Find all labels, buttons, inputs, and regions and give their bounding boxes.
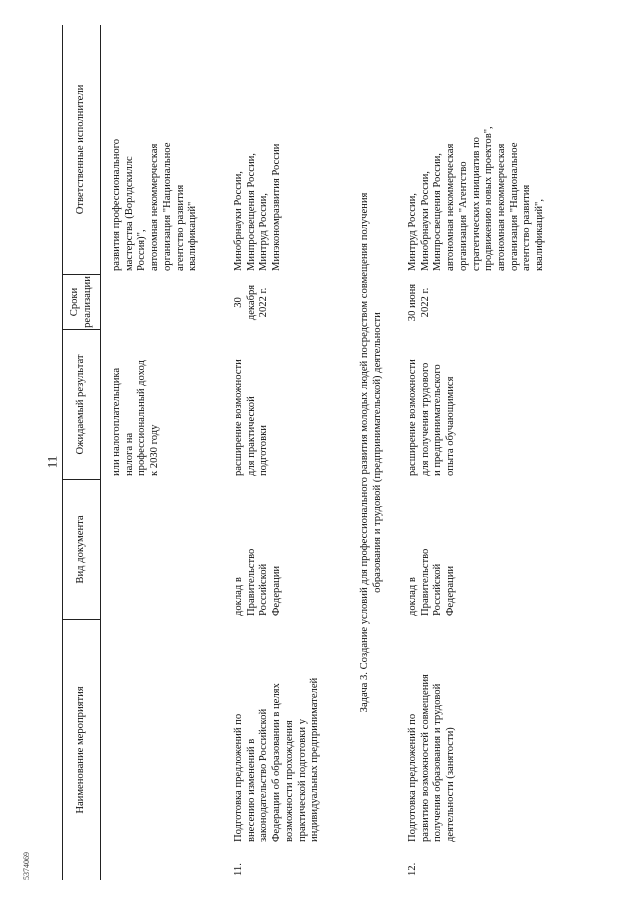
row12-deadline: 30 июня 2022 г. [407, 283, 431, 322]
continuation-name-cell [111, 620, 223, 880]
page-number: 11 [44, 455, 60, 469]
header-responsible: Ответственные исполнители [63, 25, 100, 275]
header-doc-type: Вид документа [63, 480, 100, 620]
task-3-heading: Задача 3. Создание условий для профессионального развития молодых людей посредством совмещения получения образования и трудовой (предпринимательской) деятельности [359, 192, 383, 713]
table-row-11 [223, 25, 353, 880]
row11-name: Подготовка предложений по внесению изменений в законодательство Российской Федерации об образовании в целях возможности прохождения практической подготовки у индивидуальных предпринимателей [233, 677, 321, 842]
row11-number: 11. [233, 863, 244, 876]
header-deadline: Сроки реализации [63, 275, 100, 330]
header-result: Ожидаемый результат [63, 330, 100, 480]
table-row-12 [395, 25, 547, 880]
continuation-responsible: развития профессионального мастерства (Ворлдскиллс Россия)", автономная некоммерческая организация "Национальное агентство развития квалификаций" [111, 138, 199, 271]
row12-result: расширение возможности для получения трудового и предпринимательского опыта обучающимися [407, 359, 457, 476]
continuation-deadline-cell [111, 275, 223, 330]
header-name: Наименование мероприятия [75, 686, 87, 814]
measures-table [62, 25, 547, 880]
continuation-result: или налогоплательщика налога на профессиональный доход к 2030 году [111, 360, 161, 476]
row11-doc-type: доклад в Правительство Российской Федерации [233, 548, 283, 616]
table-header [62, 25, 101, 880]
row12-name-cell [407, 620, 547, 880]
continuation-doc-cell [111, 480, 223, 620]
row12-doc-type: доклад в Правительство Российской Федерации [407, 548, 457, 616]
row11-deadline: 30 декабря 2022 г. [233, 284, 270, 321]
document-code: 5374069 [22, 852, 31, 880]
row12-name: Подготовка предложений по развитию возможностей совмещения получения образования и трудовой деятельности (занятости) [407, 674, 457, 842]
row11-responsible: Минобрнауки России, Минпросвещения России, Минтруд России, Минэкономразвития России [233, 143, 283, 271]
row11-name-cell [233, 620, 353, 880]
row12-responsible: Минтруд России, Минобрнауки России, Минпросвещения России, автономная некоммерческая организация "Агентство стратегических инициатив по продвижению новых проектов", автономная некоммерческая организация "Национальное агентство развития квалификаций", [407, 126, 546, 271]
row11-result: расширение возможности для практической подготовки [233, 359, 270, 476]
table-row-continuation [101, 25, 223, 880]
row12-number: 12. [407, 862, 418, 876]
